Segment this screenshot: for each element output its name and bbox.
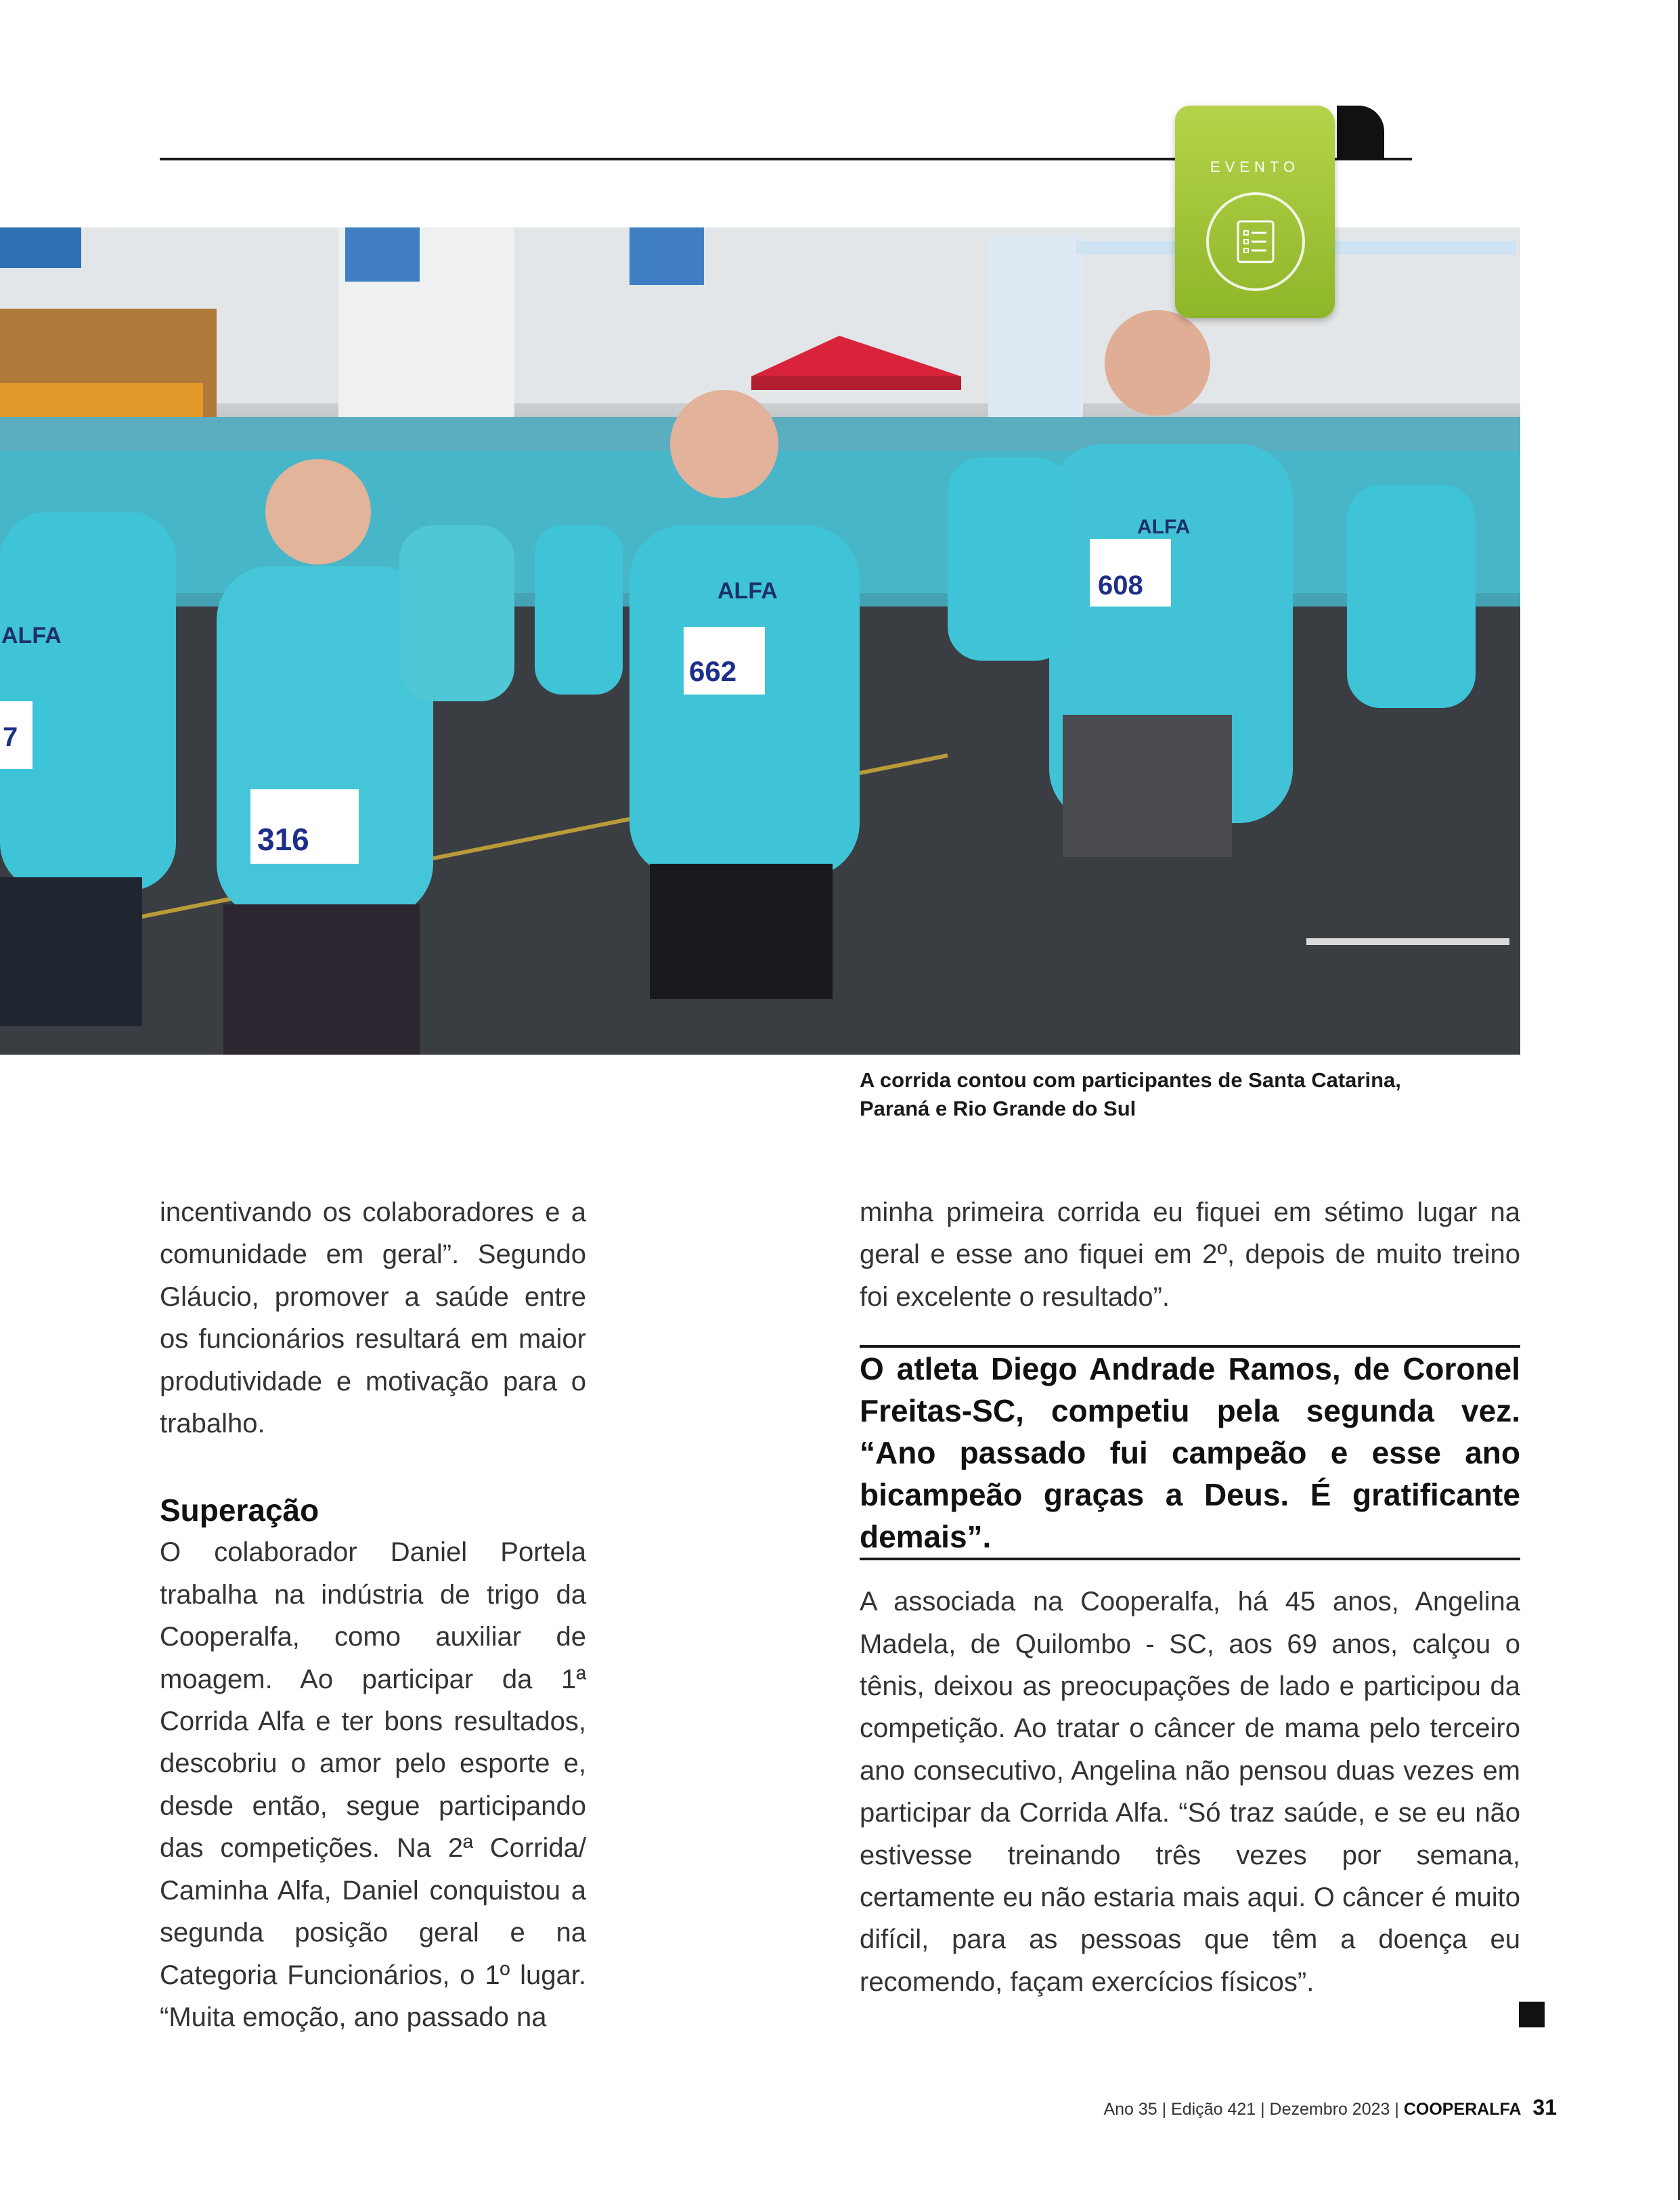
bib-7: 7: [3, 722, 18, 752]
subhead-superacao: Superação: [160, 1493, 319, 1528]
photo-caption: A corrida contou com participantes de Santa Catarina, Paraná e Rio Grande do Sul: [860, 1068, 1401, 1120]
left-paragraph-2: O colaborador Daniel Portela trabalha na indústria de trigo da Cooperalfa, como auxiliar de moagem. Ao participar da 1ª Corrida Alfa e ter bons resultados, descobriu o amor pelo esporte e, desde então, segue participando das competições. Na 2ª Corrida/ Caminha Alfa, Daniel conquistou a segunda posição geral e na Categoria Funcionários, o 1º lugar. “Muita emoção, ano passado na: [160, 1537, 586, 2032]
left-column: [160, 1191, 586, 2038]
bib-608: 608: [1098, 571, 1143, 600]
shirt-logo: ALFA: [1, 623, 62, 648]
pull-quote-rule-bottom: [860, 1558, 1520, 1560]
section-icon-frame: [1206, 192, 1305, 291]
shirt-logo: ALFA: [1137, 516, 1191, 538]
pull-quote: O atleta Diego Andrade Ramos, de Coronel Freitas-SC, competiu pela segunda vez. “Ano passado fui campeão e esse ano bicampeão graças a Deus. É gratificante demais”.: [860, 1351, 1520, 1555]
section-label: EVENTO: [1210, 158, 1300, 175]
bib-662: 662: [689, 655, 737, 687]
publication-name: COOPERALFA: [1403, 2100, 1522, 2119]
shirt-logo: ALFA: [717, 578, 778, 604]
bib-316: 316: [257, 822, 309, 857]
left-paragraph-1: incentivando os colaboradores e a comunidade em geral”. Segundo Gláucio, promover a saúde entre os funcionários resultará em maior produtividade e motivação para o trabalho.: [160, 1197, 586, 1439]
issue-info: Ano 35 | Edição 421 | Dezembro 2023 |: [1103, 2100, 1399, 2119]
page-footer: [1103, 2095, 1557, 2120]
ribbon-fold: [1337, 106, 1384, 160]
right-column: [860, 1191, 1520, 2003]
section-ribbon: [1175, 106, 1335, 318]
page-number: 31: [1532, 2095, 1557, 2119]
document-checklist-icon: [1235, 220, 1276, 263]
right-paragraph-2: A associada na Cooperalfa, há 45 anos, Angelina Madela, de Quilombo - SC, aos 69 anos, calçou o tênis, deixou as preocupações de lado e participou da competição. Ao tratar o câncer de mama pelo terceiro ano consecutivo, Angelina não pensou duas vezes em participar da Corrida Alfa. “Só traz saúde, e se eu não estivesse treinando três vezes por semana, certamente eu não estaria mais aqui. O câncer é muito difícil, para as pessoas que têm a doença eu recomendo, façam exercícios físicos”.: [860, 1587, 1520, 1997]
race-photo-illustration: [0, 227, 1520, 1055]
article-end-mark: [1519, 2002, 1545, 2027]
right-paragraph-1: minha primeira corrida eu fiquei em sétimo lugar na geral e esse ano fiquei em 2º, depois de muito treino foi excelente o resultado”.: [860, 1197, 1520, 1312]
race-photo: [0, 227, 1520, 1055]
